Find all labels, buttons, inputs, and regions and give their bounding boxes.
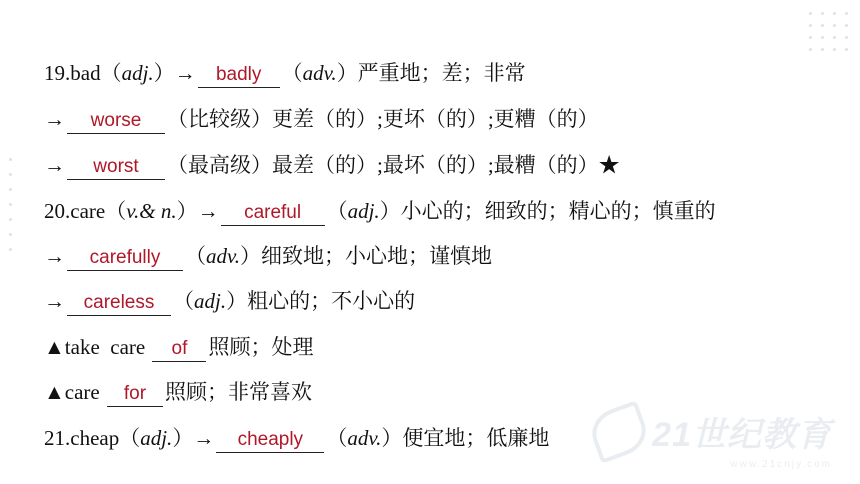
- line-text: ）→: [153, 61, 196, 85]
- phrase-text: ▲care: [44, 380, 105, 404]
- definition-text: （比较级）更差（的）;更坏（的）;更糟（的）: [167, 107, 599, 131]
- arrow-text: →: [44, 244, 65, 268]
- part-of-speech: adj.: [140, 426, 173, 450]
- line-text: （: [185, 244, 206, 268]
- decorative-dot-column: [9, 158, 12, 251]
- part-of-speech: adv.: [206, 244, 241, 268]
- definition-text: ）严重地；差；非常: [336, 61, 526, 85]
- arrow-text: →: [44, 153, 65, 177]
- vocab-line-carefully: [44, 241, 492, 271]
- arrow-text: →: [44, 289, 65, 313]
- answer-blank: [67, 109, 165, 134]
- line-text: 20.care（: [44, 199, 127, 223]
- line-text: ）→: [172, 426, 215, 450]
- part-of-speech: adj.: [121, 61, 154, 85]
- part-of-speech: adj.: [194, 289, 227, 313]
- vocab-line-worse: [44, 104, 599, 134]
- definition-text: 照顾；处理: [208, 335, 314, 359]
- line-text: （: [326, 426, 348, 450]
- vocab-line-take-care-of: [44, 332, 313, 362]
- part-of-speech: adj.: [347, 199, 380, 223]
- line-text: （: [173, 289, 194, 313]
- arrow-text: →: [44, 107, 65, 131]
- vocab-line-care: [44, 196, 716, 226]
- vocab-line-careless: [44, 286, 415, 316]
- part-of-speech: adv.: [302, 61, 337, 85]
- definition-text: 照顾；非常喜欢: [165, 380, 312, 404]
- vocab-line-cheap: [44, 423, 549, 453]
- definition-text: ）小心的；细致的；精心的；慎重的: [379, 199, 716, 223]
- runner-logo-icon: [586, 400, 653, 464]
- line-text: 21.cheap（: [44, 426, 141, 450]
- answer-text: careful: [244, 202, 302, 223]
- answer-blank: [221, 201, 325, 226]
- watermark-url: www.21cnjy.com: [730, 459, 832, 470]
- definition-text: ）便宜地；低廉地: [381, 426, 550, 450]
- line-text: （: [281, 61, 303, 85]
- watermark-logo: [592, 407, 832, 470]
- decorative-dot-grid: [809, 12, 848, 51]
- watermark-text: 21世纪教育: [652, 416, 832, 454]
- definition-text: ）粗心的；不小心的: [226, 289, 416, 313]
- answer-text: worse: [90, 110, 142, 131]
- answer-blank: [67, 155, 165, 180]
- answer-blank: [152, 337, 206, 362]
- answer-blank: [198, 63, 280, 88]
- definition-text: ）细致地；小心地；谨慎地: [240, 244, 493, 268]
- answer-blank: [216, 428, 324, 453]
- answer-blank: [67, 291, 171, 316]
- answer-blank: [107, 382, 163, 407]
- answer-text: careless: [83, 292, 155, 313]
- part-of-speech: adv.: [347, 426, 382, 450]
- line-text: 19.bad（: [44, 61, 122, 85]
- definition-text: （最高级）最差（的）;最坏（的）;最糟（的）★: [167, 153, 620, 177]
- phrase-text: ▲take care: [44, 335, 151, 359]
- answer-text: for: [123, 383, 147, 404]
- part-of-speech: v.& n.: [126, 199, 177, 223]
- answer-blank: [67, 246, 183, 271]
- line-text: ）→: [176, 199, 219, 223]
- vocab-line-bad: [44, 58, 526, 88]
- answer-text: badly: [215, 64, 262, 85]
- answer-text: worst: [93, 156, 139, 177]
- line-text: （: [326, 199, 348, 223]
- vocab-line-worst: [44, 150, 620, 180]
- answer-text: cheaply: [237, 429, 304, 450]
- answer-text: of: [171, 338, 188, 359]
- vocab-line-care-for: [44, 377, 312, 407]
- answer-text: carefully: [89, 247, 161, 268]
